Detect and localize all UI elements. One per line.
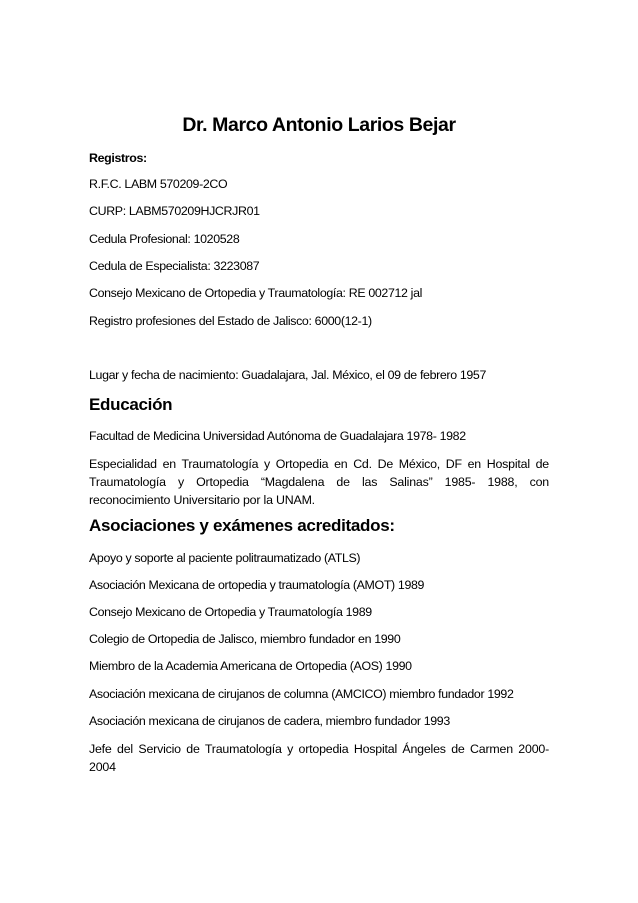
birth-info: Lugar y fecha de nacimiento: Guadalajara, Jal. México, el 09 de febrero 1957 — [89, 368, 487, 382]
registro-profesiones: Registro profesiones del Estado de Jalisco: 6000(12-1) — [89, 314, 372, 328]
educacion-heading: Educación — [89, 395, 173, 414]
asociacion-item: Asociación mexicana de cirujanos de columna (AMCICO) miembro fundador 1992 — [89, 687, 514, 701]
asociacion-item: Colegio de Ortopedia de Jalisco, miembro fundador en 1990 — [89, 632, 401, 646]
registros-heading: Registros: — [89, 151, 147, 165]
registro-curp: CURP: LABM570209HJCRJR01 — [89, 204, 260, 218]
registro-cedula-especialista: Cedula de Especialista: 3223087 — [89, 259, 260, 273]
asociaciones-heading: Asociaciones y exámenes acreditados: — [89, 516, 395, 535]
registro-consejo: Consejo Mexicano de Ortopedia y Traumatología: RE 002712 jal — [89, 286, 423, 300]
educacion-item-facultad: Facultad de Medicina Universidad Autónoma de Guadalajara 1978- 1982 — [89, 429, 466, 443]
registro-cedula-profesional: Cedula Profesional: 1020528 — [89, 232, 240, 246]
educacion-item-especialidad: Especialidad en Traumatología y Ortopedia en Cd. De México, DF en Hospital de Traumatología y Ortopedia “Magdalena de las Salinas” 1985- 1988, con reconocimiento Universitario por la UNAM. — [89, 457, 549, 507]
asociacion-item: Miembro de la Academia Americana de Ortopedia (AOS) 1990 — [89, 659, 412, 673]
asociacion-item: Apoyo y soporte al paciente politraumatizado (ATLS) — [89, 551, 361, 565]
asociacion-item: Asociación Mexicana de ortopedia y traumatología (AMOT) 1989 — [89, 578, 425, 592]
asociacion-item: Jefe del Servicio de Traumatología y ortopedia Hospital Ángeles de Carmen 2000-2004 — [89, 742, 549, 774]
registro-rfc: R.F.C. LABM 570209-2CO — [89, 177, 228, 191]
asociacion-item: Consejo Mexicano de Ortopedia y Traumatología 1989 — [89, 605, 372, 619]
document-title: Dr. Marco Antonio Larios Bejar — [182, 114, 456, 136]
asociacion-item: Asociación mexicana de cirujanos de cadera, miembro fundador 1993 — [89, 714, 450, 728]
